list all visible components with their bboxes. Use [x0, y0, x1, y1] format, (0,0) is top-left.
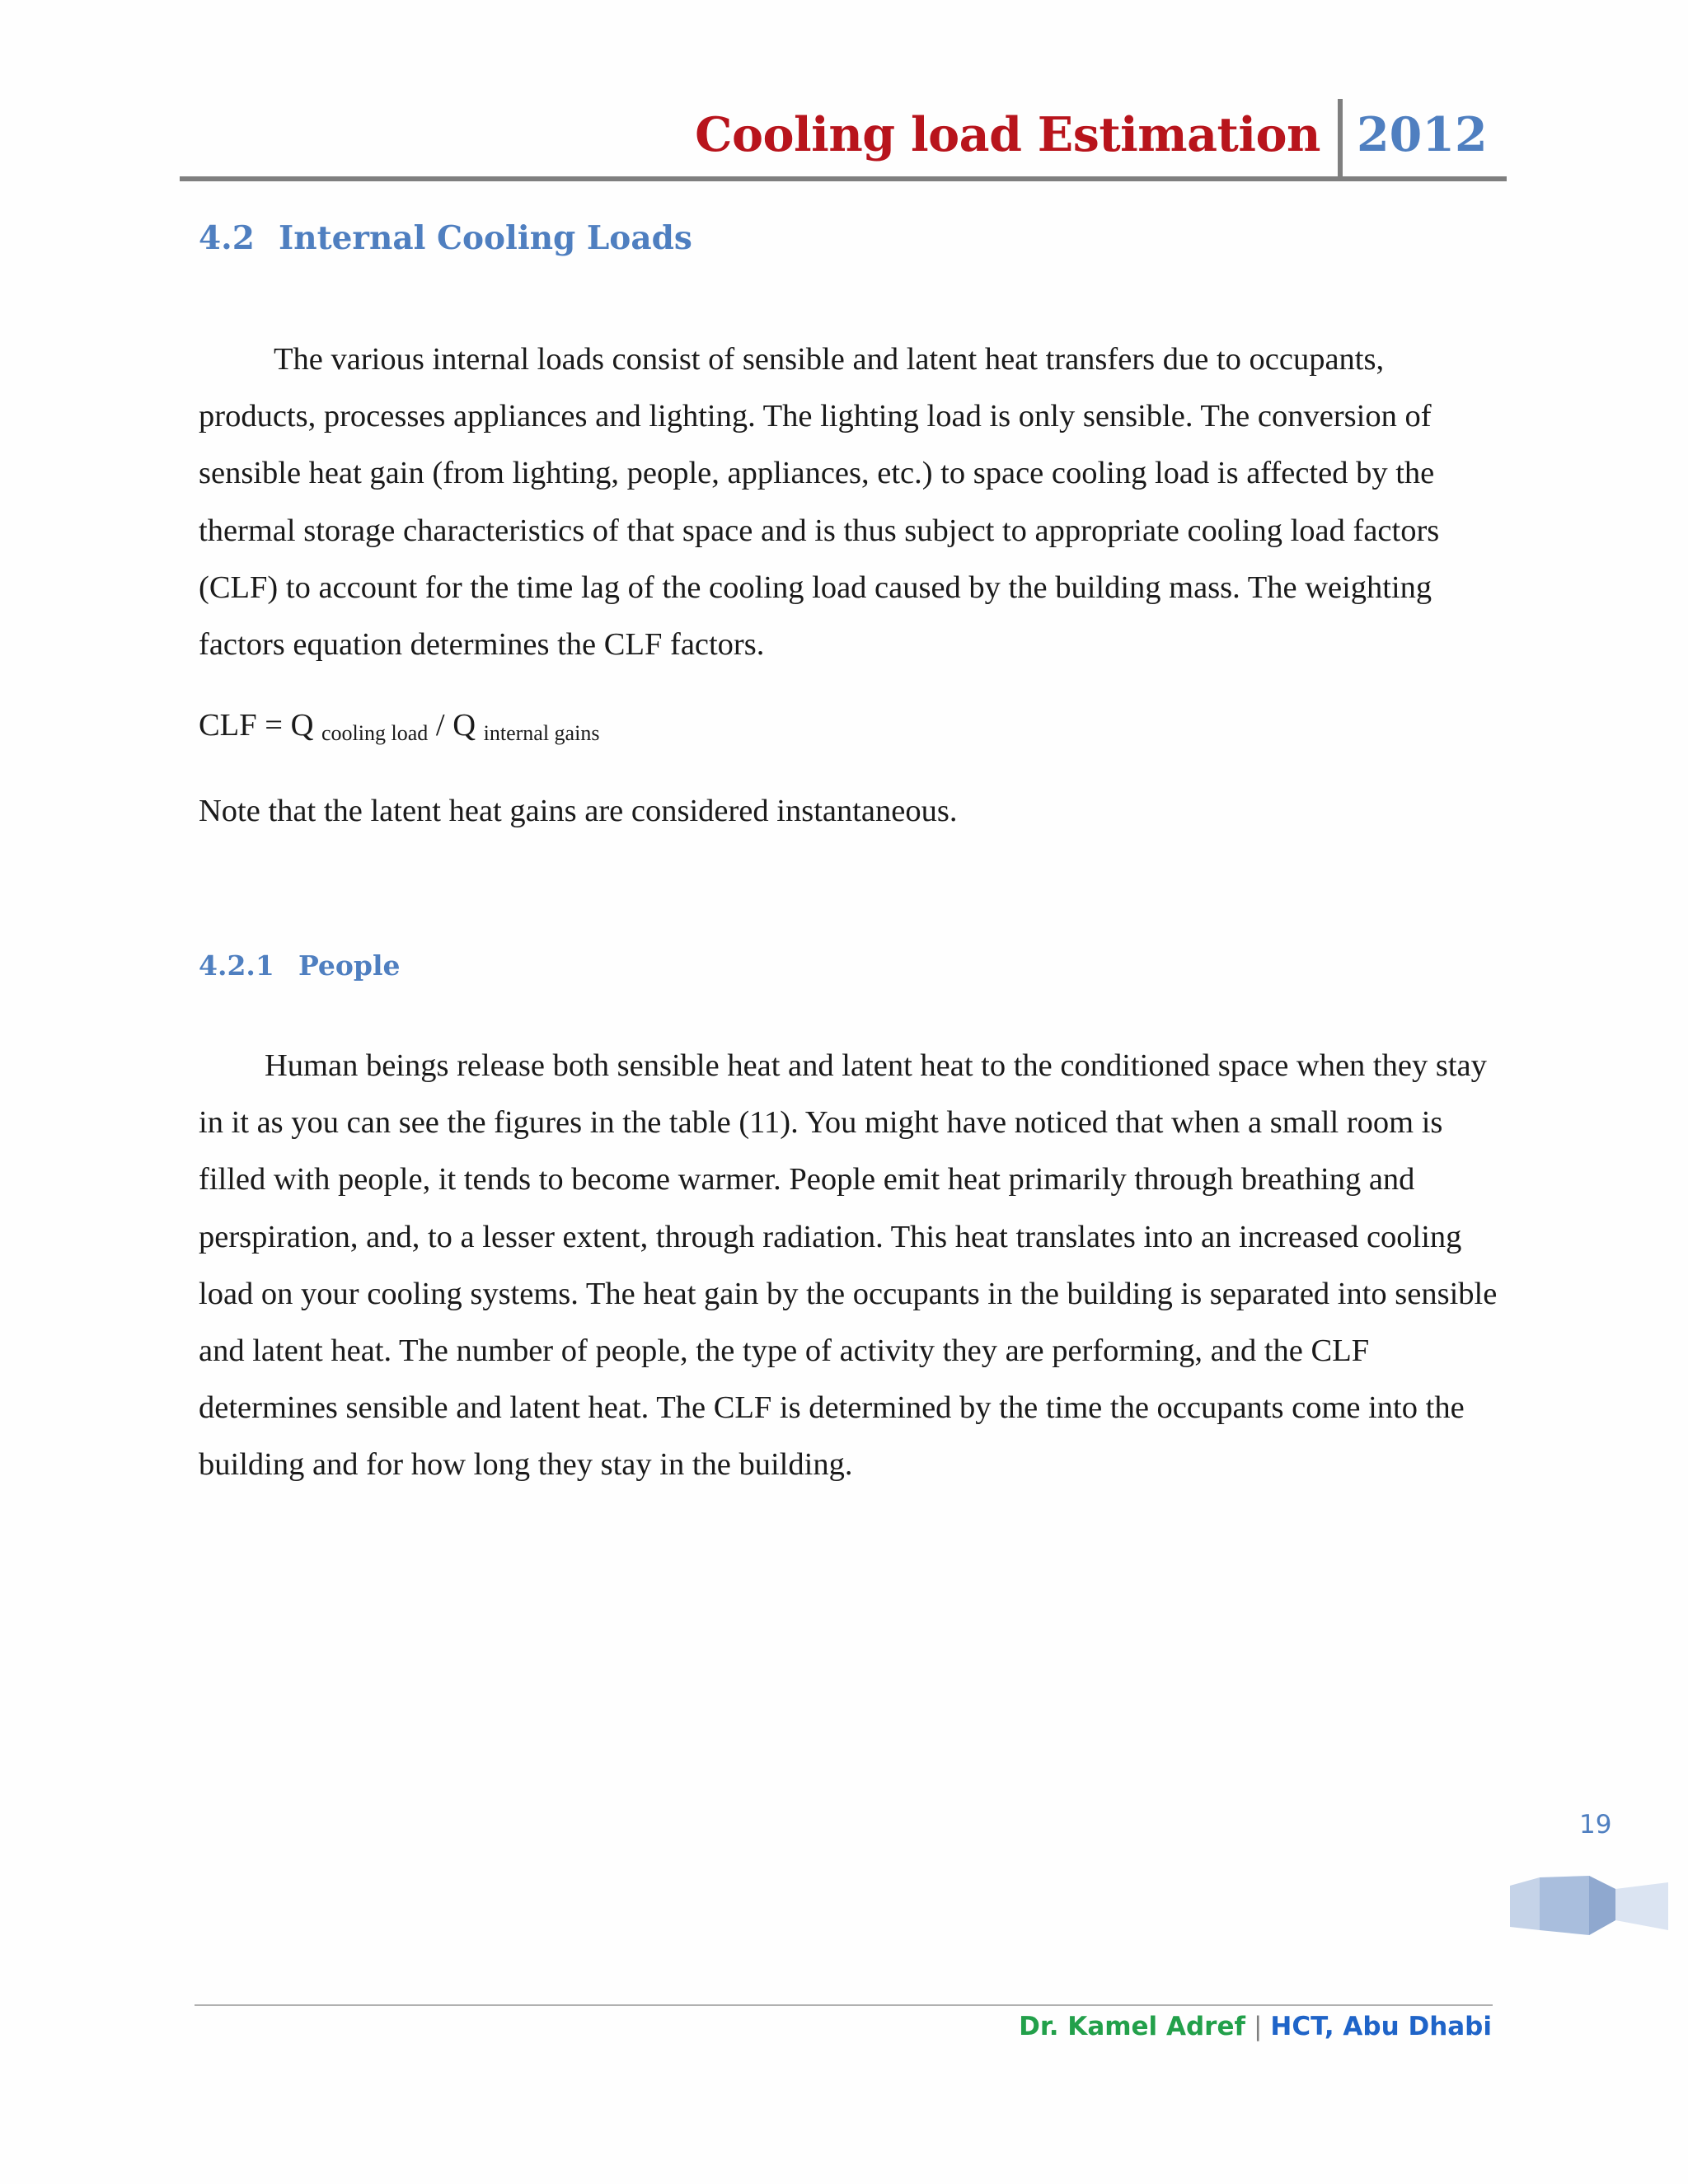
- formula-subscript-internal-gains: internal gains: [483, 721, 600, 745]
- header-title: Cooling load Estimation: [695, 107, 1320, 162]
- header-rule: [180, 176, 1507, 181]
- header-separator: [1338, 99, 1343, 180]
- footer-rule: [195, 2004, 1493, 2006]
- header-year: 2012: [1357, 107, 1488, 162]
- formula-lhs: CLF = Q: [199, 708, 314, 743]
- footer-organization: HCT, Abu Dhabi: [1270, 2012, 1492, 2041]
- page-number: 19: [1579, 1810, 1612, 1840]
- page-corner-ribbon-icon: [1507, 1872, 1672, 1938]
- formula-subscript-cooling-load: cooling load: [321, 721, 429, 745]
- section-heading: [199, 219, 692, 257]
- section-paragraph: The various internal loads consist of sensible and latent heat transfers due to occupants, products, processes appliances and lighting. The lighting load is only sensible. The conversion of sensible heat gain (from lighting, people, appliances, etc.) to space cooling load is affected by the thermal storage characteristics of that space and is thus subject to appropriate cooling load factors (CLF) to account for the time lag of the cooling load caused by the building mass. The weighting factors equation determines the CLF factors.: [199, 342, 1440, 663]
- footer-separator: |: [1253, 2012, 1263, 2041]
- subsection-paragraph: Human beings release both sensible heat and latent heat to the conditioned space when they stay in it as you can see the figures in the table (11). You might have noticed that when a small room is filled with people, it tends to become warmer. People emit heat primarily through breathing and perspiration, and, to a lesser extent, through radiation. This heat translates into an increased cooling load on your cooling systems. The heat gain by the occupants in the building is separated into sensible and latent heat. The number of people, the type of activity they are performing, and the CLF determines sensible and latent heat. The CLF is determined by the time the occupants come into the building and for how long they stay in the building.: [199, 1048, 1498, 1483]
- section-title: Internal Cooling Loads: [279, 219, 692, 257]
- subsection-heading: [199, 949, 401, 982]
- subsection-title: People: [298, 949, 401, 982]
- clf-formula: [199, 707, 599, 746]
- footer-author: Dr. Kamel Adref: [1019, 2012, 1245, 2041]
- page-header: [180, 91, 1507, 181]
- formula-divider: / Q: [428, 708, 476, 743]
- page-footer: [1019, 2012, 1492, 2041]
- section-number: 4.2: [199, 219, 255, 257]
- subsection-number: 4.2.1: [199, 949, 274, 982]
- latent-note: Note that the latent heat gains are considered instantaneous.: [199, 794, 958, 828]
